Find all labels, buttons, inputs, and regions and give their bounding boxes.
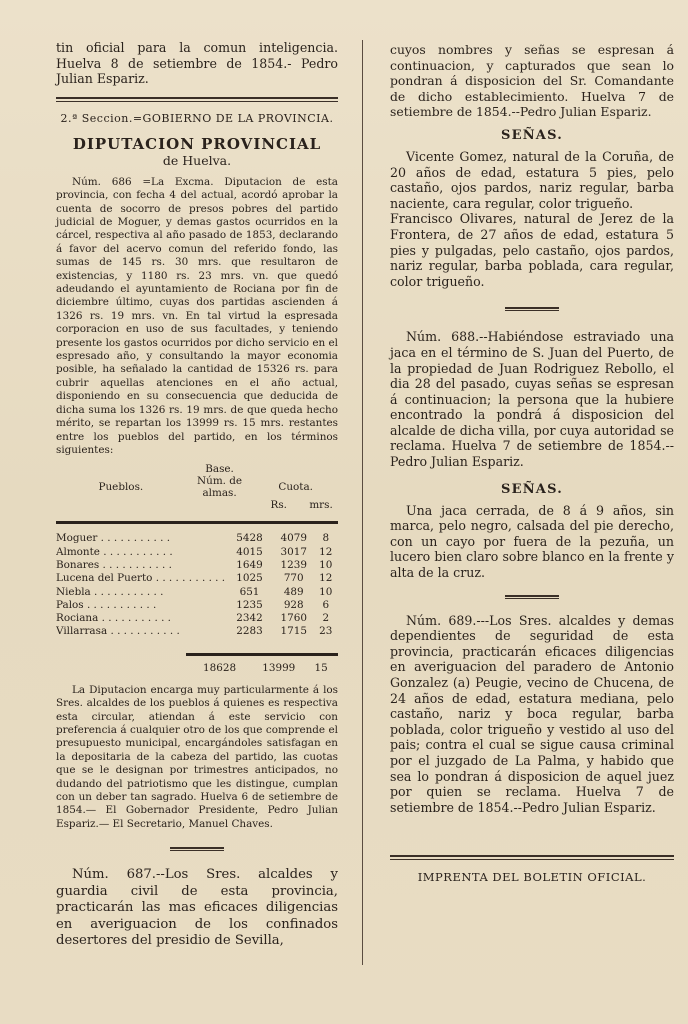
- row-rs: 928: [283, 598, 304, 611]
- jaca-description: Una jaca cerrada, de 8 á 9 años, sin marca, pelo negro, calsada del pie derecho, con un cayo por fuera de la pezuña, un lucero bien claro sobre blanco en la frente y alta de la cruz.: [390, 502, 674, 581]
- total-mrs: 15: [314, 661, 328, 674]
- table-row: [56, 599, 338, 612]
- top-paragraph: tin oficial para la comun inteligencia. Huelva 8 de setiembre de 1854.- Pedro Julian Espariz.: [56, 40, 338, 87]
- notice-689: Núm. 689.---Los Sres. alcaldes y demas dependientes de seguridad de esta provincia, practicarán eficaces diligencias en averiguacion del paradero de Antonio Gonzalez (a) Peugie, vecino de Chucena, de 24 años de edad, estatura mediana, pelo castaño, nariz y boca regular, barba poblada, color trigueño y vestido al uso del pais; contra el cual se sigue causa criminal por el juzgado de La Palma, y habido que sea lo pondran á disposicion de aquel juez por quien se reclama. Huelva 7 de setiembre de 1854.--Pedro Julian Espariz.: [390, 612, 674, 815]
- table-row: [56, 532, 338, 545]
- section-divider: [56, 97, 338, 102]
- row-pueblo: Rociana . . . . . . . . . . .: [56, 612, 171, 625]
- notice-687-continuation: cuyos nombres y señas se espresan á continuacion, y capturados que sean lo pondran á disposicion del Sr. Comandante de dicho establecimiento. Huelva 7 de setiembre de 1854.--Pedro Julian Espariz.: [390, 42, 674, 120]
- table-row: [56, 586, 338, 599]
- diputacion-subtitle: de Huelva.: [162, 152, 232, 168]
- short-divider: [170, 847, 224, 851]
- row-mrs: 12: [319, 572, 333, 585]
- senas-heading-2: SEÑAS.: [501, 481, 563, 497]
- row-rs: 489: [283, 585, 304, 598]
- vicente-description: Vicente Gomez, natural de la Coruña, de 20 años de edad, estatura 5 pies, pelo castaño, ojos pardos, nariz regular, barba naciente, cara regular, color trigueño.: [390, 148, 674, 211]
- encarga-paragraph: La Diputacion encarga muy particularmente á los Sres. alcaldes de los pueblos á quienes es respectiva esta circular, atiendan á este servicio con preferencia á cualquier otro de los que comprende el presupuesto municipal, encargándoles satisfagan en la depositaria de la cabeza del partido, las cuotas que se le designan por trimestres anticipados, no dudando del patriotismo que les distingue, cumplan con un deber tan sagrado. Huelva 6 de setiembre de 1854.— El Gobernador Presidente, Pedro Julian Espariz.— El Secretario, Manuel Chaves.: [56, 683, 338, 830]
- row-rs: 1760: [280, 612, 307, 625]
- totals-rule: [186, 653, 338, 656]
- notice-688: Núm. 688.--Habiéndose estraviado una jaca en el término de S. Juan del Puerto, de la propiedad de Juan Rodriguez Rebollo, el dia 28 del pasado, cuyas señas se espresan á continuacion; la persona que la hubiere encontrado la pondrá á disposicion del alcalde de dicha villa, por cuya autoridad se reclama. Huelva 7 de setiembre de 1854.--Pedro Julian Espariz.: [390, 329, 674, 470]
- right-column: [390, 42, 674, 884]
- row-almas: 4015: [236, 545, 263, 558]
- footer-rule: [390, 855, 674, 860]
- table-row: [56, 625, 338, 638]
- total-rs: 13999: [262, 661, 296, 674]
- imprenta-footer: IMPRENTA DEL BOLETIN OFICIAL.: [417, 870, 647, 885]
- col-rs: Rs.: [270, 499, 287, 512]
- row-mrs: 23: [319, 625, 333, 638]
- row-pueblo: Palos . . . . . . . . . . .: [56, 598, 157, 611]
- cuota-table: [56, 463, 338, 532]
- row-mrs: 6: [322, 598, 330, 611]
- notice-687: Núm. 687.--Los Sres. alcaldes y guardia civil de esta provincia, practicarán las mas eficaces diligencias en averiguacion de los confinados desertores del presidio de Sevilla,: [56, 867, 338, 949]
- col-mrs: mrs.: [309, 499, 333, 512]
- diputacion-title: DIPUTACION PROVINCIAL: [72, 134, 322, 153]
- col-cuota: Cuota.: [278, 481, 313, 494]
- row-rs: 1715: [280, 625, 307, 638]
- col-num-almas: Núm. de almas.: [197, 475, 243, 500]
- table-row: [56, 546, 338, 559]
- table-row: [56, 612, 338, 625]
- row-almas: 1025: [236, 572, 263, 585]
- row-pueblo: Niebla . . . . . . . . . . .: [56, 585, 164, 598]
- row-pueblo: Villarrasa . . . . . . . . . . .: [56, 625, 180, 638]
- total-almas: 18628: [203, 661, 237, 674]
- row-rs: 770: [283, 572, 304, 585]
- row-mrs: 10: [319, 585, 333, 598]
- row-pueblo: Almonte . . . . . . . . . . .: [56, 545, 173, 558]
- row-pueblo: Bonares . . . . . . . . . . .: [56, 558, 172, 571]
- left-column: [56, 40, 338, 950]
- row-pueblo: Lucena del Puerto . . . . . . . . . . .: [56, 572, 226, 585]
- cuota-totals: [56, 645, 338, 674]
- table-row: [56, 572, 338, 585]
- row-almas: 2342: [236, 612, 263, 625]
- row-mrs: 2: [322, 612, 330, 625]
- column-rule: [362, 40, 363, 965]
- notice-686: Núm. 686 =La Excma. Diputacion de esta provincia, con fecha 4 del actual, acordó aprobar la cuenta de socorro de presos pobres del partido judicial de Moguer, y demas gastos ocurridos en la cárcel, respectiva al año pasado de 1853, declarando á favor del acervo comun del referido fondo, las sumas de 145 rs. 30 mrs. que resultaron de existencias, y 1180 rs. 23 mrs. vn. que quedó adeudando el ayuntamiento de Rociana por fin de diciembre último, cuyas dos partidas ascienden á 1326 rs. 19 mrs. vn. En tal virtud la espresada corporacion en uso de sus facultades, y teniendo presente los gastos ocurridos por dicho servicio en el espresado año, y consultando la mayor economia posible, ha señalado la cantidad de 15326 rs. para cubrir aquellas atenciones en el año actual, disponiendo en su consecuencia que deducida de dicha suma los 1326 rs. 19 mrs. de que queda hecho mérito, se repartan los 13999 rs. 15 mrs. restantes entre los pueblos del partido, en los términos siguientes:: [56, 175, 338, 456]
- row-almas: 2283: [236, 625, 263, 638]
- row-rs: 4079: [280, 532, 307, 545]
- section-heading: 2.ª Seccion.=GOBIERNO DE LA PROVINCIA.: [60, 111, 334, 125]
- row-almas: 5428: [236, 532, 263, 545]
- francisco-description: Francisco Olivares, natural de Jerez de la Frontera, de 27 años de edad, estatura 5 pies y pulgadas, pelo castaño, ojos pardos, nariz regular, barba poblada, cara regular, color trigueño.: [390, 211, 674, 289]
- row-rs: 3017: [280, 545, 307, 558]
- table-header-rule: [56, 521, 338, 524]
- row-mrs: 12: [319, 545, 333, 558]
- short-divider-2: [505, 307, 559, 311]
- row-mrs: 10: [319, 558, 333, 571]
- short-divider-3: [505, 595, 559, 599]
- col-pueblos: Pueblos.: [98, 481, 144, 494]
- row-mrs: 8: [322, 532, 330, 545]
- row-pueblo: Moguer . . . . . . . . . . .: [56, 532, 171, 545]
- row-almas: 1235: [236, 598, 263, 611]
- row-almas: 651: [239, 585, 260, 598]
- row-rs: 1239: [280, 558, 307, 571]
- table-row: [56, 559, 338, 572]
- senas-heading-1: SEÑAS.: [501, 127, 563, 143]
- col-base: Base.: [205, 463, 234, 476]
- row-almas: 1649: [236, 558, 263, 571]
- cuota-rows: [56, 532, 338, 638]
